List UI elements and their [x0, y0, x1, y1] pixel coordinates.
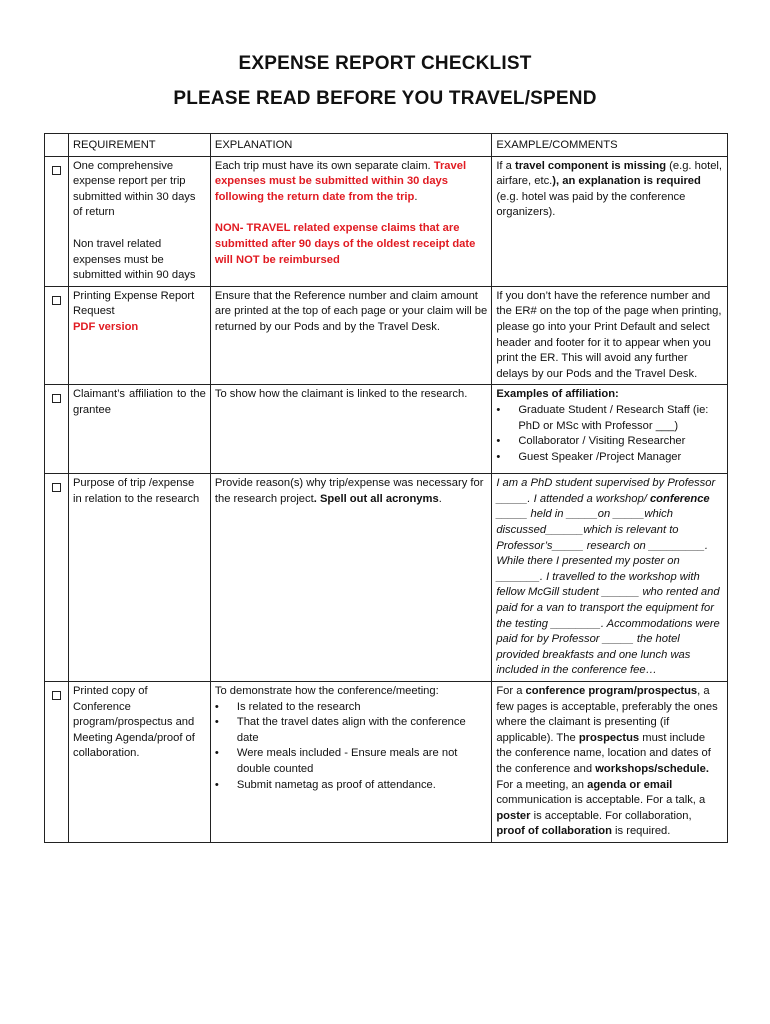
- checkbox-icon[interactable]: [52, 166, 61, 175]
- explanation-cell: [210, 385, 491, 474]
- checkbox-icon[interactable]: [52, 483, 61, 492]
- check-cell[interactable]: [45, 385, 69, 474]
- explanation-text: To show how the claimant is linked to the research.: [214, 388, 468, 401]
- explanation-text: Each trip must have its own separate claim. Travel expenses must be submitted within 30 days following the return date from the trip.: [214, 159, 467, 203]
- list-item: • Guest Speaker /Project Manager: [496, 450, 723, 466]
- list-item: • Graduate Student / Research Staff (ie: PhD or MSc with Professor ___): [496, 403, 723, 434]
- explanation-cell: [210, 474, 491, 682]
- table-row: [45, 156, 728, 286]
- example-cell: [492, 682, 728, 843]
- list-item: • That the travel dates align with the conference date: [215, 715, 487, 746]
- check-cell[interactable]: [45, 286, 69, 385]
- example-text: For a conference program/prospectus, a few pages is acceptable, preferably the ones where the claimant is presenting (if applicable). The prospectus must include the conference name, location and dates of the conference and workshops/schedule. For a meeting, an agenda or email communication is acceptable. For a talk, a poster is acceptable. For collaboration, proof of collaboration is required.: [496, 685, 718, 838]
- header-row: [45, 134, 728, 157]
- table-row: [45, 682, 728, 843]
- explanation-heading: To demonstrate how the conference/meeting:: [214, 685, 439, 697]
- explanation-text: Provide reason(s) why trip/expense was necessary for the research project. Spell out all acronyms.: [214, 477, 484, 505]
- example-cell: [492, 286, 728, 385]
- requirement-text: Purpose of trip /expense in relation to the research: [72, 477, 200, 505]
- requirement-text: Printed copy of Conference program/prospectus and Meeting Agenda/proof of collaboration.: [72, 685, 195, 760]
- table-row: [45, 385, 728, 474]
- requirement-text: One comprehensive expense report per trip submitted within 30 days of return: [72, 159, 196, 219]
- example-heading: Examples of affiliation:: [496, 388, 619, 401]
- page-title: EXPENSE REPORT CHECKLIST: [238, 53, 532, 74]
- header-example: EXAMPLE/COMMENTS: [492, 134, 728, 157]
- example-text: If a travel component is missing (e.g. hotel, airfare, etc.), an explanation is required (e.g. hotel was paid by the conference organizers).: [496, 159, 723, 219]
- list-item: • Collaborator / Visiting Researcher: [496, 434, 723, 450]
- check-cell[interactable]: [45, 156, 69, 286]
- warning-text: NON- TRAVEL related expense claims that are submitted after 90 days of the oldest receipt date will NOT be reimbursed: [214, 222, 476, 266]
- requirement-text: Non travel related expenses must be submitted within 90 days: [72, 237, 196, 282]
- checkbox-icon[interactable]: [52, 296, 61, 305]
- explanation-cell: [210, 286, 491, 385]
- list-item: • Were meals included - Ensure meals are not double counted: [215, 746, 487, 777]
- requirement-cell: [68, 474, 210, 682]
- requirement-cell: [68, 156, 210, 286]
- example-text: If you don’t have the reference number and the ER# on the top of the page when printing, please go into your Print Default and select header and footer for it to appear when you print the ER. This will avoid any further delays by our Pods and the Travel Desk.: [496, 289, 722, 380]
- table-row: [45, 286, 728, 385]
- list-item: • Is related to the research: [215, 700, 487, 716]
- explanation-text: Ensure that the Reference number and claim amount are printed at the top of each page or your claim will be returned by our Pods and by the Travel Desk.: [214, 289, 488, 333]
- page-subtitle: PLEASE READ BEFORE YOU TRAVEL/SPEND: [173, 88, 597, 109]
- pdf-version-label: PDF version: [72, 320, 139, 333]
- example-cell: [492, 385, 728, 474]
- explanation-cell: [210, 682, 491, 843]
- header-check: [45, 134, 69, 157]
- checklist-table: [44, 133, 728, 843]
- affiliation-list: [496, 403, 723, 465]
- requirement-text: Printing Expense Report Request: [72, 289, 195, 318]
- requirement-cell: [68, 286, 210, 385]
- requirement-text: Claimant’s affiliation to the grantee: [72, 388, 206, 416]
- checkbox-icon[interactable]: [52, 394, 61, 403]
- header-requirement: REQUIREMENT: [68, 134, 210, 157]
- conference-list: [215, 700, 487, 794]
- requirement-cell: [68, 385, 210, 474]
- check-cell[interactable]: [45, 682, 69, 843]
- checkbox-icon[interactable]: [52, 691, 61, 700]
- list-item: • Submit nametag as proof of attendance.: [215, 778, 487, 794]
- check-cell[interactable]: [45, 474, 69, 682]
- example-cell: [492, 156, 728, 286]
- explanation-cell: [210, 156, 491, 286]
- example-cell: [492, 474, 728, 682]
- requirement-cell: [68, 682, 210, 843]
- example-text: I am a PhD student supervised by Professor _____. I attended a workshop/ conference _____ held in _____on _____which discussed______which is relevant to Professor’s_____ research on _________. While there I presented my poster on _______. I travelled to the workshop with fellow McGill student ______ who rented and paid for a van to transport the equipment for the testing ________. Accommodations were paid for by Professor _____ the hotel provided breakfasts and one lunch was included in the conference fee…: [496, 477, 720, 677]
- table-row: [45, 474, 728, 682]
- header-explanation: EXPLANATION: [210, 134, 491, 157]
